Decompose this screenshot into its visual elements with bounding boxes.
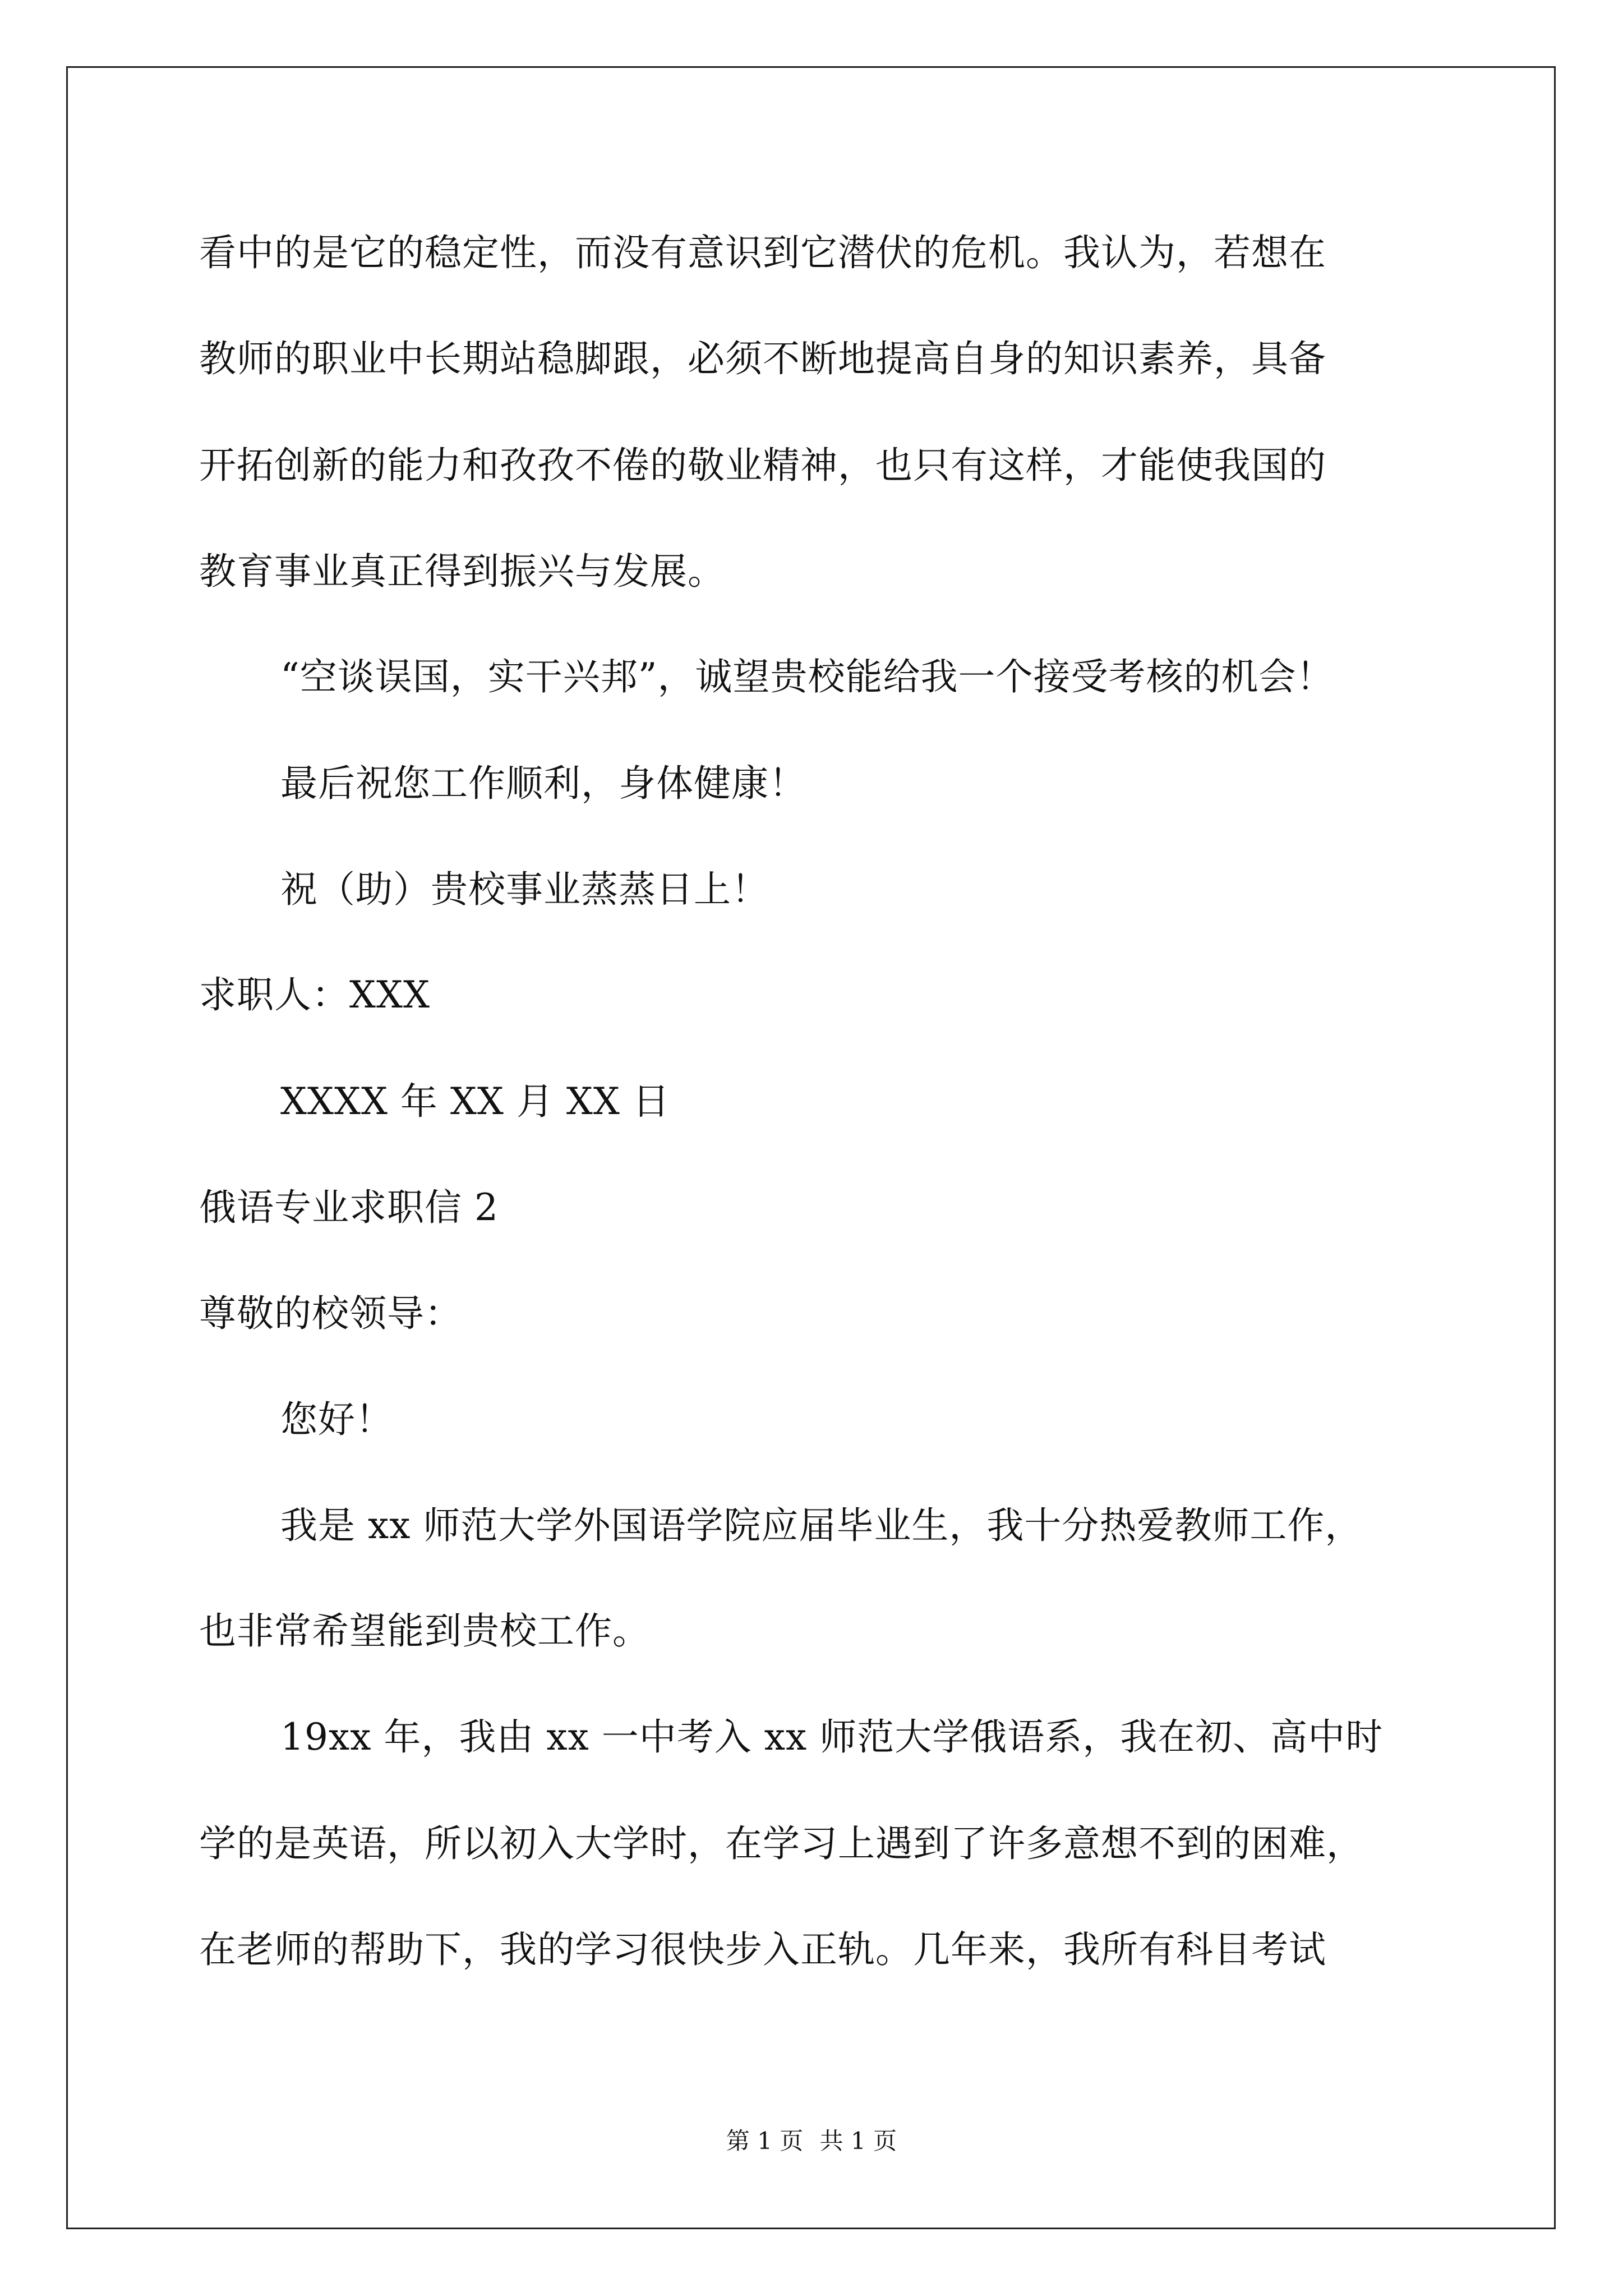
body-line-7: 也非常希望能到贵校工作。 [199, 1609, 650, 1653]
signature-date: XXXX 年 XX 月 XX 日 [280, 1080, 670, 1123]
page-total: 共 1 页 [819, 2127, 897, 2155]
body-line-2: 教师的职业中长期站稳脚跟，必须不断地提高自身的知识素养，具备 [199, 337, 1326, 380]
body-line-10: 在老师的帮助下，我的学习很快步入正轨。几年来，我所有科目考试 [199, 1928, 1326, 1971]
signature-applicant: 求职人：XXX [199, 973, 430, 1016]
body-line-5: “空谈误国，实干兴邦”，诚望贵校能给我一个接受考核的机会！ [280, 655, 1334, 698]
body-line-9: 学的是英语，所以初入大学时，在学习上遇到了许多意想不到的困难， [199, 1822, 1364, 1865]
body-line-4: 教育事业真正得到振兴与发展。 [199, 550, 725, 593]
greeting: 您好！ [280, 1398, 393, 1441]
page-border [66, 66, 1556, 2229]
body-line-6: 我是 xx 师范大学外国语学院应届毕业生，我十分热爱教师工作， [280, 1504, 1363, 1547]
closing-wish: 最后祝您工作顺利，身体健康！ [280, 762, 806, 805]
page-number: 第 1 页 [726, 2127, 804, 2155]
body-line-8: 19xx 年，我由 xx 一中考入 xx 师范大学俄语系，我在初、高中时 [280, 1715, 1384, 1759]
section-title: 俄语专业求职信 2 [199, 1186, 499, 1229]
body-line-3: 开拓创新的能力和孜孜不倦的敬业精神，也只有这样，才能使我国的 [199, 444, 1326, 487]
page-footer [0, 2127, 1623, 2155]
salutation: 尊敬的校领导： [199, 1292, 462, 1335]
closing-blessing: 祝（助）贵校事业蒸蒸日上！ [280, 868, 769, 911]
body-line-1: 看中的是它的稳定性，而没有意识到它潜伏的危机。我认为，若想在 [199, 231, 1326, 274]
